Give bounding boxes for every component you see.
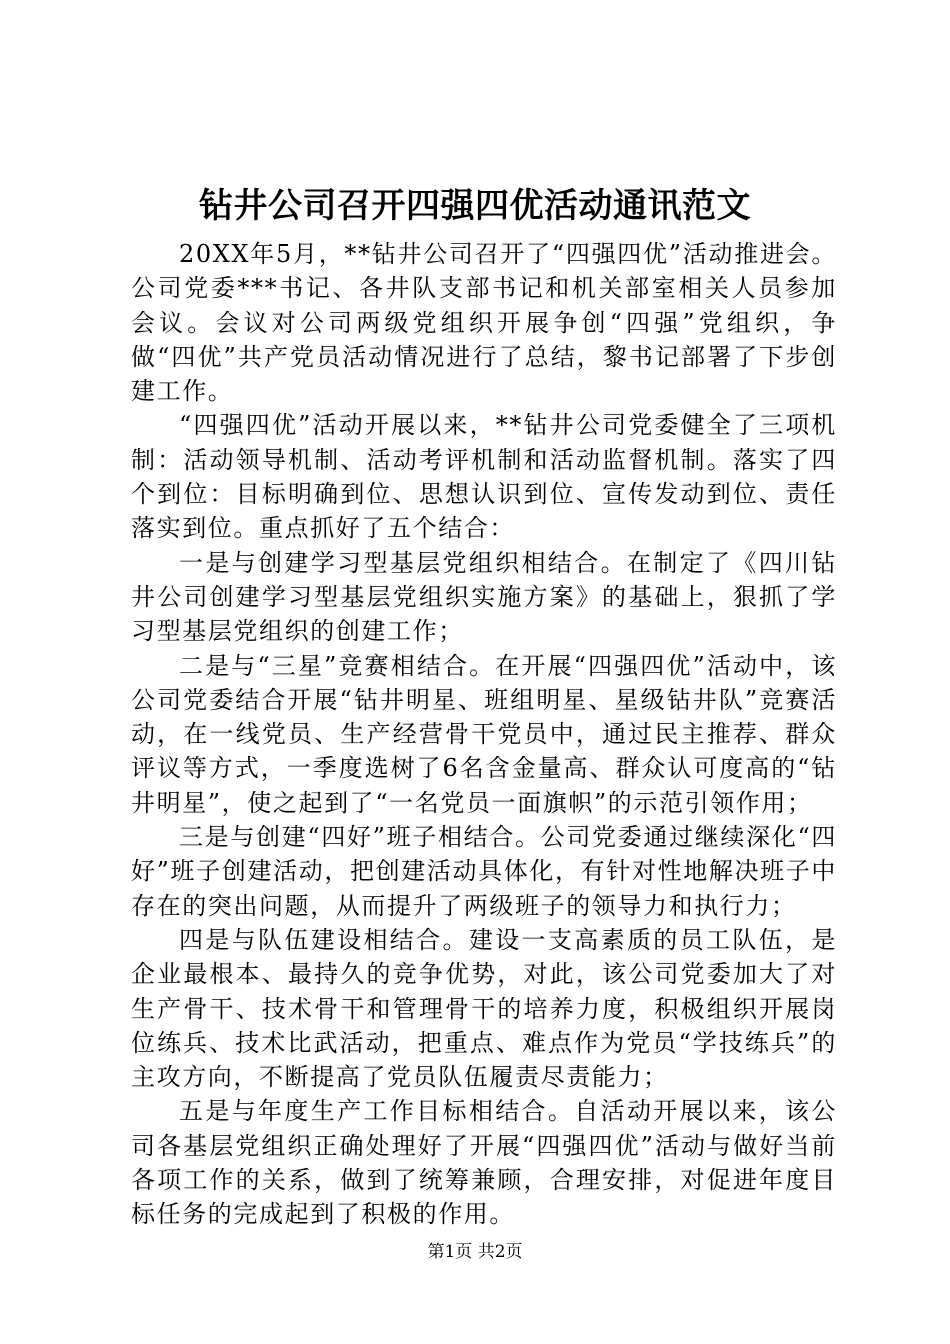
- document-title: 钻井公司召开四强四优活动通讯范文: [199, 186, 751, 226]
- paragraph-point-four: 四是与队伍建设相结合。建设一支高素质的员工队伍，是企业最根本、最持久的竞争优势，对此，该公司党委加大了对生产骨干、技术骨干和管理骨干的培养力度，积极组织开展岗位练兵、技术比武活动，把重点、难点作为党员“学技练兵”的主攻方向，不断提高了党员队伍履责尽责能力；: [131, 925, 837, 1092]
- paragraph-point-five: 五是与年度生产工作目标相结合。自活动开展以来，该公司各基层党组织正确处理好了开展“四强四优”活动与做好当前各项工作的关系，做到了统筹兼顾，合理安排，对促进年度目标任务的完成起到了积极的作用。: [131, 1097, 837, 1229]
- document-body: [131, 237, 837, 1232]
- paragraph-intro: 20XX年5月，**钻井公司召开了“四强四优”活动推进会。公司党委***书记、各井队支部书记和机关部室相关人员参加会议。会议对公司两级党组织开展争创“四强”党组织，争做“四优”共产党员活动情况进行了总结，黎书记部署了下步创建工作。: [131, 240, 837, 406]
- paragraph-point-one: 一是与创建学习型基层党组织相结合。在制定了《四川钻井公司创建学习型基层党组织实施方案》的基础上，狠抓了学习型基层党组织的创建工作；: [131, 548, 837, 646]
- paragraph-mechanisms: “四强四优”活动开展以来，**钻井公司党委健全了三项机制：活动领导机制、活动考评机制和活动监督机制。落实了四个到位：目标明确到位、思想认识到位、宣传发动到位、责任落实到位。重点抓好了五个结合：: [131, 411, 837, 543]
- paragraph-point-two: 二是与“三星”竞赛相结合。在开展“四强四优”活动中，该公司党委结合开展“钻井明星、班组明星、星级钻井队”竞赛活动，在一线党员、生产经营骨干党员中，通过民主推荐、群众评议等方式，一季度选树了6名含金量高、群众认可度高的“钻井明星”，使之起到了“一名党员一面旗帜”的示范引领作用；: [131, 651, 837, 817]
- page-number-footer: 第1页 共2页: [427, 1242, 523, 1262]
- paragraph-point-three: 三是与创建“四好”班子相结合。公司党委通过继续深化“四好”班子创建活动，把创建活动具体化，有针对性地解决班子中存在的突出问题，从而提升了两级班子的领导力和执行力；: [131, 823, 837, 920]
